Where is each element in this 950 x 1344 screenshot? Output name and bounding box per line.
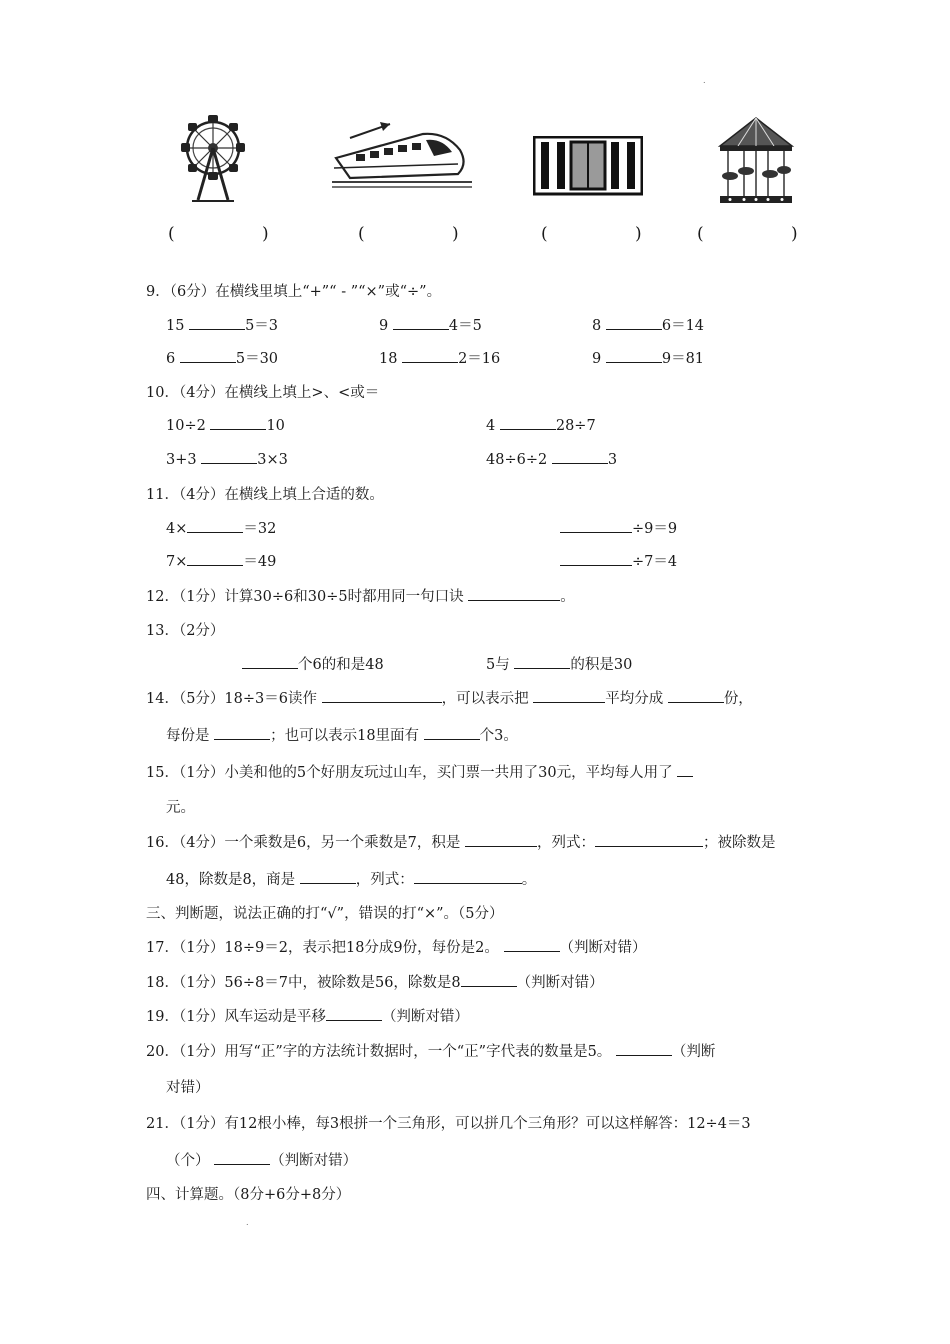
question-11-title: 11．（4分）在横线上填上合适的数。 [146, 487, 384, 503]
answer-paren-open: ( [168, 224, 175, 244]
question-17: 17．（1分）18÷9＝2，表示把18分成9份，每份是2。 （判断对错） [146, 936, 647, 957]
answer-blank[interactable] [402, 348, 458, 363]
train-icon [328, 116, 476, 192]
q9-item: 9 9＝81 [592, 347, 704, 368]
answer-blank[interactable] [668, 688, 724, 703]
q9-item: 15 5＝3 [166, 314, 278, 335]
q13-item: 5与 的积是30 [486, 653, 632, 674]
section-3-heading: 三、判断题，说法正确的打“√”，错误的打“×”。（5分） [146, 906, 504, 922]
q10-item: 48÷6÷2 3 [486, 449, 617, 468]
q10-item: 3+3 3×3 [166, 449, 288, 468]
answer-blank[interactable] [500, 415, 556, 430]
q10-item: 10÷2 10 [166, 415, 285, 434]
question-16: 16．（4分）一个乘数是6，另一个乘数是7，积是 ，列式： ；被除数是 [146, 831, 775, 852]
question-15-line-2: 元。 [166, 800, 195, 816]
answer-paren-close: ) [635, 224, 642, 244]
carousel-icon [716, 116, 796, 208]
question-10-title: 10．（4分）在横线上填上>、<或＝ [146, 385, 380, 401]
answer-paren-close: ) [452, 224, 459, 244]
question-21: 21．（1分）有12根小棒，每3根拼一个三角形，可以拼几个三角形？可以这样解答：12÷4＝3 [146, 1116, 751, 1132]
question-21-line-2: （个） （判断对错） [166, 1149, 357, 1170]
question-18: 18．（1分）56÷8＝7中，被除数是56，除数是8 （判断对错） [146, 971, 604, 992]
q9-item: 6 5＝30 [166, 347, 278, 368]
question-20-line-2: 对错） [166, 1080, 210, 1096]
answer-blank[interactable] [393, 315, 449, 330]
answer-blank[interactable] [606, 348, 662, 363]
answer-blank[interactable] [533, 688, 605, 703]
answer-paren-open: ( [541, 224, 548, 244]
question-16-line-2: 48，除数是8，商是 ，列式： 。 [166, 868, 536, 889]
answer-blank[interactable] [326, 1006, 382, 1021]
question-14: 14．（5分）18÷3＝6读作 ，可以表示把 平均分成 份， [146, 687, 753, 708]
stray-mark: . [703, 76, 706, 85]
answer-paren-close: ) [262, 224, 269, 244]
answer-blank[interactable] [616, 1041, 672, 1056]
answer-blank[interactable] [201, 449, 257, 464]
answer-blank[interactable] [300, 869, 356, 884]
answer-blank[interactable] [242, 654, 298, 669]
answer-blank[interactable] [677, 762, 693, 777]
answer-blank[interactable] [214, 1150, 270, 1165]
answer-blank[interactable] [606, 315, 662, 330]
answer-paren-open: ( [697, 224, 704, 244]
answer-blank[interactable] [514, 654, 570, 669]
q9-item: 18 2＝16 [379, 347, 500, 368]
ferris-wheel-icon [178, 112, 248, 204]
q11-item: 4× ＝32 [166, 517, 276, 538]
answer-blank[interactable] [424, 725, 480, 740]
sliding-window-icon [533, 136, 643, 196]
question-20: 20．（1分）用写“正”字的方法统计数据时，一个“正”字代表的数量是5。 （判断 [146, 1040, 715, 1061]
answer-blank[interactable] [414, 869, 522, 884]
answer-paren-open: ( [358, 224, 365, 244]
q11-item: ÷9＝9 [560, 517, 677, 538]
answer-blank[interactable] [187, 518, 243, 533]
answer-blank[interactable] [461, 972, 517, 987]
question-12: 12．（1分）计算30÷6和30÷5时都用同一句口诀 。 [146, 585, 575, 606]
answer-blank[interactable] [504, 937, 560, 952]
answer-blank[interactable] [560, 518, 632, 533]
question-15: 15．（1分）小美和他的5个好朋友玩过山车，买门票一共用了30元，平均每人用了 [146, 761, 693, 782]
q11-item: ÷7＝4 [560, 550, 677, 571]
q13-item: 个6的和是48 [242, 653, 384, 674]
q10-item: 4 28÷7 [486, 415, 596, 434]
answer-blank[interactable] [322, 688, 442, 703]
question-9-title: 9．（6分）在横线里填上“+”“ - ”“×”或“÷”。 [146, 284, 442, 300]
q9-item: 8 6＝14 [592, 314, 704, 335]
answer-blank[interactable] [210, 415, 266, 430]
answer-blank[interactable] [189, 315, 245, 330]
answer-blank[interactable] [595, 832, 703, 847]
section-4-heading: 四、计算题。（8分+6分+8分） [146, 1187, 351, 1203]
question-13-title: 13．（2分） [146, 623, 225, 639]
answer-paren-close: ) [791, 224, 798, 244]
question-19: 19．（1分）风车运动是平移 （判断对错） [146, 1005, 469, 1026]
answer-blank[interactable] [214, 725, 270, 740]
answer-blank[interactable] [187, 551, 243, 566]
question-14-line-2: 每份是 ；也可以表示18里面有 个3。 [166, 724, 518, 745]
q9-item: 9 4＝5 [379, 314, 482, 335]
stray-mark: . [246, 1218, 249, 1227]
answer-blank[interactable] [465, 832, 537, 847]
q11-item: 7× ＝49 [166, 550, 276, 571]
answer-blank[interactable] [468, 586, 560, 601]
answer-blank[interactable] [552, 449, 608, 464]
answer-blank[interactable] [180, 348, 236, 363]
answer-blank[interactable] [560, 551, 632, 566]
